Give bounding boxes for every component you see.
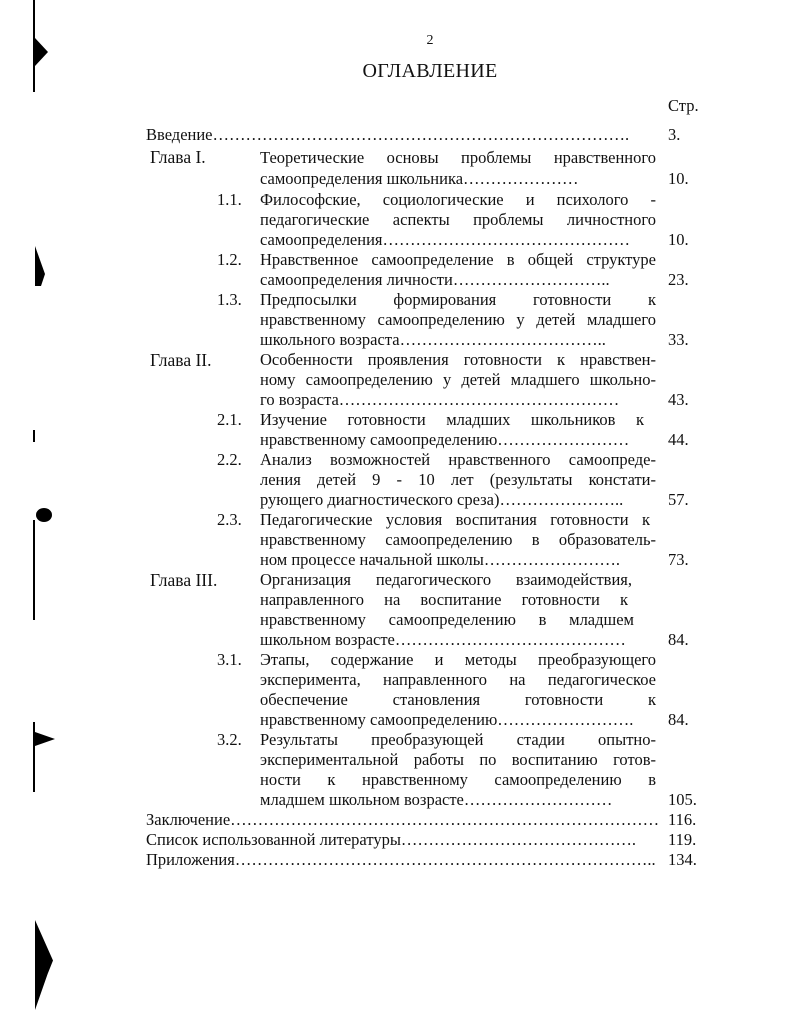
toc-intro-text: Введение…………………………………………………………………. xyxy=(146,125,630,144)
chapter-3-line-2[interactable]: направленного на воспитание готовности к xyxy=(260,590,628,609)
chapter-1-line-1[interactable]: Теоретические основы проблемы нравственного xyxy=(260,148,656,167)
chapter-2-line-2[interactable]: ному самоопределению у детей младшего школьно- xyxy=(260,370,656,389)
section-1-1-line-1[interactable]: Философские, социологические и психолого - xyxy=(260,190,656,209)
toc-conclusion-page: 116. xyxy=(668,810,697,829)
page-title: ОГЛАВЛЕНИЕ xyxy=(362,60,498,82)
section-2-3-line-1[interactable]: Педагогические условия воспитания готовности к xyxy=(260,510,650,529)
section-2-1-line-1[interactable]: Изучение готовности младших школьников к xyxy=(260,410,644,429)
scan-mark-2 xyxy=(35,246,45,286)
section-3-1-line-3[interactable]: обеспечение становления готовности к xyxy=(260,690,656,709)
chapter-3-label: Глава III. xyxy=(150,570,218,590)
chapter-2-page: 43. xyxy=(668,390,689,409)
chapter-2-label: Глава II. xyxy=(150,350,212,370)
chapter-3-line-4[interactable]: школьном возрасте…………………………………… xyxy=(260,630,626,649)
section-1-3-num: 1.3. xyxy=(217,290,242,309)
toc-appendix[interactable]: Приложения………………………………………………………………….. xyxy=(146,850,656,869)
section-2-2-line-2[interactable]: ления детей 9 - 10 лет (результаты констати- xyxy=(260,470,656,489)
section-1-1-line-3[interactable]: самоопределения……………………………………… xyxy=(260,230,631,249)
chapter-3-line-1[interactable]: Организация педагогического взаимодействия, xyxy=(260,570,632,589)
section-3-2-line-2[interactable]: экспериментальной работы по воспитанию готов- xyxy=(260,750,656,769)
section-1-1-num: 1.1. xyxy=(217,190,242,209)
scan-mark-6 xyxy=(35,920,53,1010)
section-3-2-line-1[interactable]: Результаты преобразующей стадии опытно- xyxy=(260,730,656,749)
section-1-2-line-2[interactable]: самоопределения личности……………………….. xyxy=(260,270,610,289)
chapter-2-line-1[interactable]: Особенности проявления готовности к нравствен- xyxy=(260,350,656,369)
section-2-2-page: 57. xyxy=(668,490,689,509)
section-2-1-page: 44. xyxy=(668,430,689,449)
chapter-1-line-2[interactable]: самоопределения школьника………………… xyxy=(260,169,579,188)
chapter-3-line-3[interactable]: нравственному самоопределению в младшем xyxy=(260,610,634,629)
toc-references-page: 119. xyxy=(668,830,697,849)
section-3-2-line-3[interactable]: ности к нравственному самоопределению в xyxy=(260,770,656,789)
chapter-1-label: Глава I. xyxy=(150,147,206,167)
section-1-2-num: 1.2. xyxy=(217,250,242,269)
toc-intro-page: 3. xyxy=(668,125,681,144)
toc-intro[interactable] xyxy=(146,125,629,145)
section-3-1-line-2[interactable]: эксперимента, направленного на педагогическое xyxy=(260,670,656,689)
section-1-2-line-1[interactable]: Нравственное самоопределение в общей структуре xyxy=(260,250,656,269)
chapter-3-page: 84. xyxy=(668,630,689,649)
section-1-3-line-1[interactable]: Предпосылки формирования готовности к xyxy=(260,290,656,309)
toc-appendix-page: 134. xyxy=(668,850,697,869)
chapter-2-line-3[interactable]: го возраста…………………………………………… xyxy=(260,390,620,409)
scan-mark-4 xyxy=(36,508,52,522)
section-1-3-page: 33. xyxy=(668,330,689,349)
section-3-2-page: 105. xyxy=(668,790,697,809)
scan-edge-line-2 xyxy=(33,520,35,620)
section-2-1-line-2[interactable]: нравственному самоопределению…………………… xyxy=(260,430,630,449)
section-1-1-page: 10. xyxy=(668,230,689,249)
scan-mark-5 xyxy=(35,732,55,746)
section-1-3-line-2[interactable]: нравственному самоопределению у детей младшего xyxy=(260,310,656,329)
toc-references[interactable]: Список использованной литературы……………………………………. xyxy=(146,830,637,849)
section-3-1-line-4[interactable]: нравственному самоопределению……………………. xyxy=(260,710,634,729)
section-3-1-page: 84. xyxy=(668,710,689,729)
chapter-1-page: 10. xyxy=(668,169,689,188)
section-1-1-line-2[interactable]: педагогические аспекты проблемы личностного xyxy=(260,210,656,229)
section-2-2-line-3[interactable]: рующего диагностического среза)………………….. xyxy=(260,490,624,509)
page-column-label: Стр. xyxy=(668,96,699,115)
scan-edge-line-3 xyxy=(33,722,35,792)
section-2-3-page: 73. xyxy=(668,550,689,569)
section-2-3-num: 2.3. xyxy=(217,510,242,529)
section-3-2-line-4[interactable]: младшем школьном возрасте……………………… xyxy=(260,790,613,809)
section-2-2-line-1[interactable]: Анализ возможностей нравственного самоопреде- xyxy=(260,450,656,469)
page-number: 2 xyxy=(426,33,434,48)
section-3-1-num: 3.1. xyxy=(217,650,242,669)
section-3-2-num: 3.2. xyxy=(217,730,242,749)
section-2-3-line-2[interactable]: нравственному самоопределению в образователь- xyxy=(260,530,656,549)
section-2-3-line-3[interactable]: ном процессе начальной школы……………………. xyxy=(260,550,620,569)
scan-mark-3 xyxy=(33,430,35,442)
section-2-1-num: 2.1. xyxy=(217,410,242,429)
section-2-2-num: 2.2. xyxy=(217,450,242,469)
section-3-1-line-1[interactable]: Этапы, содержание и методы преобразующего xyxy=(260,650,656,669)
toc-conclusion[interactable]: Заключение…………………………………………………………………… xyxy=(146,810,660,829)
section-1-2-page: 23. xyxy=(668,270,689,289)
section-1-3-line-3[interactable]: школьного возраста……………………………….. xyxy=(260,330,606,349)
